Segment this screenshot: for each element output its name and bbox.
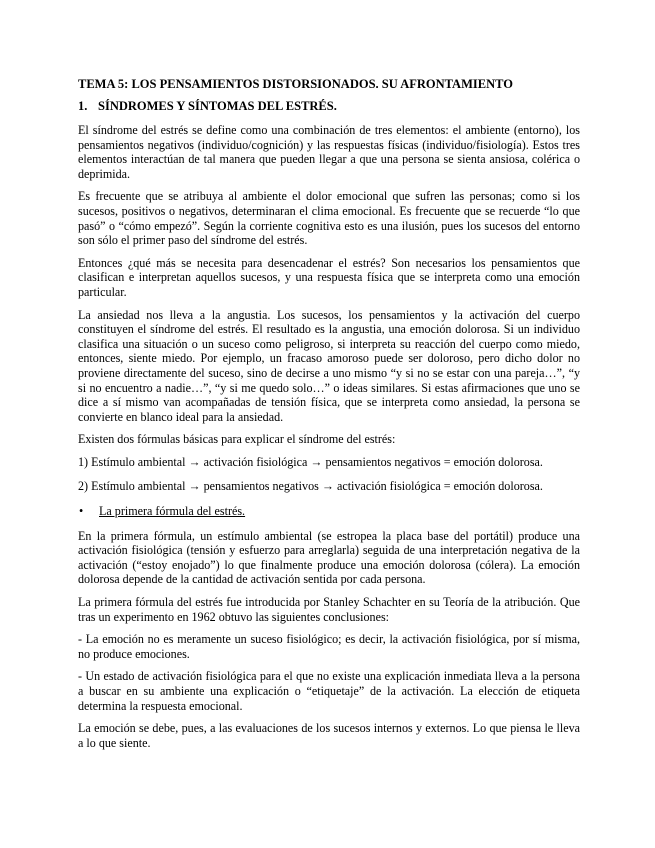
paragraph-closing: La emoción se debe, pues, a las evaluaciones de los sucesos internos y externos. Lo que piensa le lleva a lo que siente. [78, 721, 580, 750]
bullet-text: La primera fórmula del estrés. [99, 504, 246, 519]
paragraph-triggers: Entonces ¿qué más se necesita para desencadenar el estrés? Son necesarios los pensamientos que clasifican e interpretan aquellos sucesos, y una respuesta física que se interpreta como una emoción particular. [78, 255, 580, 299]
paragraph-conclusion-2: - Un estado de activación fisiológica para el que no existe una explicación inmediata lleva a la persona a buscar en su ambiente una explicación o “etiquetaje” de la activación. La elección de etiqueta determina la respuesta emocional. [78, 669, 580, 713]
paragraph-schachter: La primera fórmula del estrés fue introducida por Stanley Schachter en su Teoría de la atribución. Que tras un experimento en 1962 obtuvo las siguientes conclusiones: [78, 595, 580, 624]
paragraph-anxiety: La ansiedad nos lleva a la angustia. Los sucesos, los pensamientos y la activación del cuerpo constituyen el síndrome del estrés. El resultado es la angustia, una emoción dolorosa. Si un individuo clasifica una situación o un suceso como peligroso, si interpreta su reacción del cuerpo como miedo, entonces, siente miedo. Por ejemplo, un fracaso amoroso puede ser doloroso, pero dicho dolor no proviene directamente del suceso, sino de decirse a uno mismo “y si no se estar con una pareja…”, “y si no encuentro a nadie…”, “y si me quedo solo…” o ideas similares. Si estas afirmaciones que uno se dice a sí mismo van acompañadas de tensión física, que se interpreta como ansiedad, la persona se convierte en blanco ideal para la ansiedad. [78, 307, 580, 424]
formula-2: 2) Estímulo ambiental → pensamientos negativos → activación fisiológica = emoción dolorosa. [78, 479, 543, 494]
bullet-item [78, 504, 580, 519]
paragraph-conclusion-1: - La emoción no es meramente un suceso fisiológico; es decir, la activación fisiológica, por sí misma, no produce emociones. [78, 632, 580, 661]
section-number: 1. [78, 99, 88, 113]
paragraph-environment: Es frecuente que se atribuya al ambiente el dolor emocional que sufren las personas; como si los sucesos, positivos o negativos, determinaran el clima emocional. Es frecuente que se recuerde “lo que pasó” o “cómo empezó”. Según la corriente cognitiva esto es una ilusión, pues los sucesos del entorno son sólo el primer paso del síndrome del estrés. [78, 189, 580, 248]
formula-1: 1) Estímulo ambiental → activación fisiológica → pensamientos negativos = emoción dolorosa. [78, 454, 543, 469]
paragraph-definition: El síndrome del estrés se define como una combinación de tres elementos: el ambiente (entorno), los pensamientos negativos (individuo/cognición) y las respuestas físicas (individuo/fisiología). Estos tres elementos interactúan de tal manera que pueden llegar a que una persona se sienta ansiosa, colérica o deprimida. [78, 123, 580, 181]
section-title: SÍNDROMES Y SÍNTOMAS DEL ESTRÉS. [98, 99, 337, 113]
bullet-icon: • [79, 504, 84, 519]
paragraph-formulas-intro: Existen dos fórmulas básicas para explicar el síndrome del estrés: [78, 432, 396, 447]
document-page [78, 76, 580, 758]
document-title: TEMA 5: LOS PENSAMIENTOS DISTORSIONADOS. SU AFRONTAMIENTO [78, 77, 513, 91]
paragraph-first-formula: En la primera fórmula, un estímulo ambiental (se estropea la placa base del portátil) produce una activación fisiológica (tensión y esfuerzo para arreglarla) seguida de una interpretación negativa de la activación (“estoy enojado”) lo que finalmente produce una emoción dolorosa (cólera). La emoción dolorosa depende de la cantidad de activación sentida por cada persona. [78, 528, 580, 587]
section-heading [78, 98, 580, 114]
